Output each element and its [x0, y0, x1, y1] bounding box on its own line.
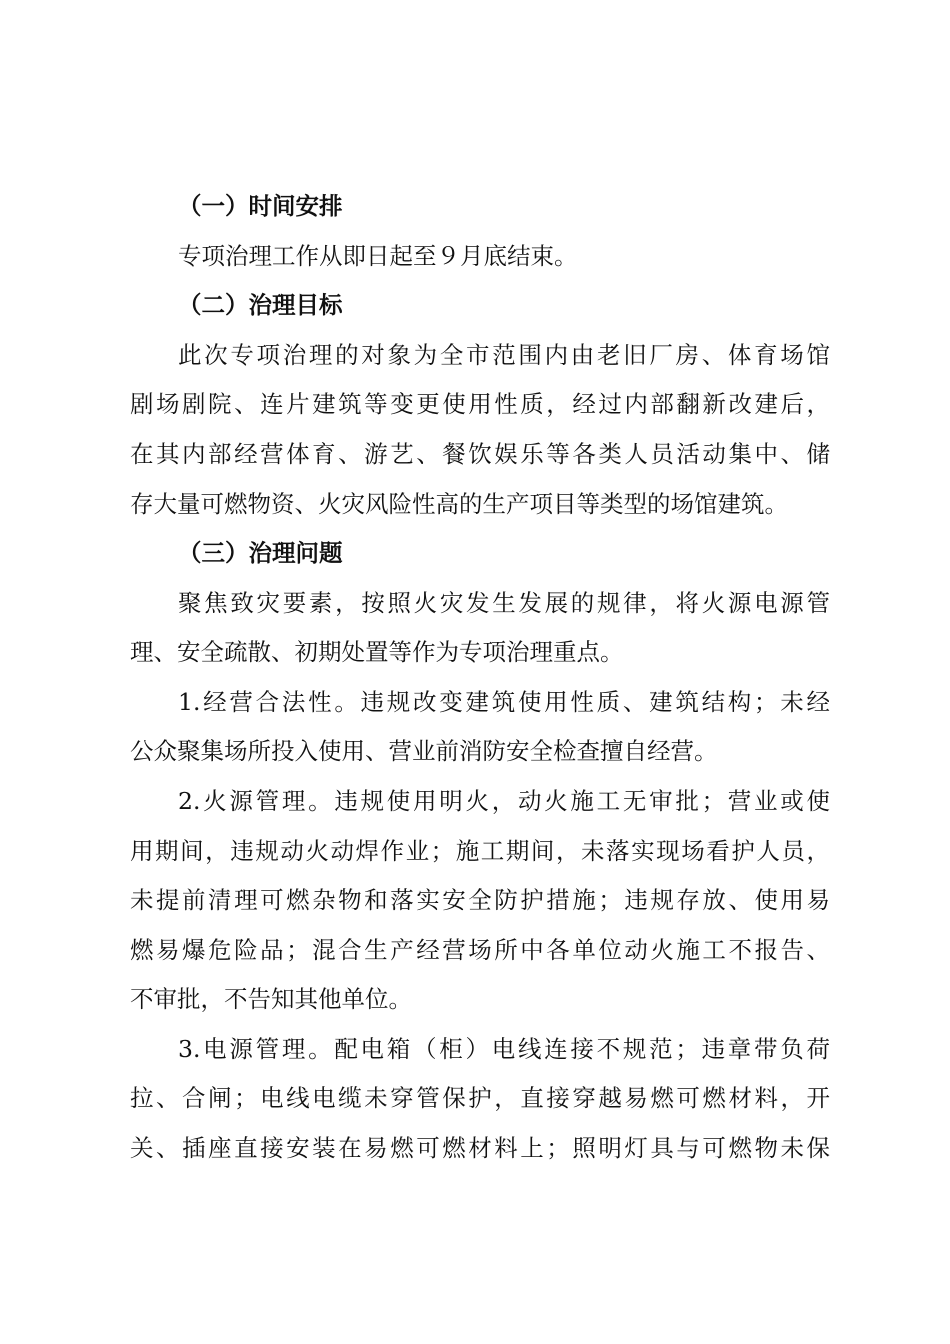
- section-heading-governance-issues: （三）治理问题: [178, 539, 343, 567]
- paragraph-line: 此次专项治理的对象为全市范围内由老旧厂房、体育场馆: [178, 341, 830, 369]
- paragraph-line: 理、安全疏散、初期处置等作为专项治理重点。: [130, 638, 624, 666]
- list-item-1-line: 1.经营合法性。违规改变建筑使用性质、建筑结构；未经: [178, 688, 830, 716]
- list-item-3-line: 3.电源管理。配电箱（柜）电线连接不规范；违章带负荷: [178, 1035, 830, 1063]
- paragraph-line: 存大量可燃物资、火灾风险性高的生产项目等类型的场馆建筑。: [130, 490, 788, 518]
- paragraph-line: 剧场剧院、连片建筑等变更使用性质，经过内部翻新改建后，: [130, 390, 830, 418]
- paragraph-line: 在其内部经营体育、游艺、餐饮娱乐等各类人员活动集中、储: [130, 440, 830, 468]
- list-item-2-line: 用期间，违规动火动焊作业；施工期间，未落实现场看护人员，: [130, 837, 830, 865]
- list-item-2-line: 燃易爆危险品；混合生产经营场所中各单位动火施工不报告、: [130, 936, 830, 964]
- section-heading-time-arrangement: （一）时间安排: [178, 192, 343, 220]
- list-item-2-line: 未提前清理可燃杂物和落实安全防护措施；违规存放、使用易: [130, 886, 830, 914]
- list-item-3-line: 关、插座直接安装在易燃可燃材料上；照明灯具与可燃物未保: [130, 1134, 830, 1162]
- list-item-2-line: 不审批，不告知其他单位。: [130, 985, 412, 1013]
- list-item-2-line: 2.火源管理。违规使用明火，动火施工无审批；营业或使: [178, 787, 830, 815]
- paragraph-line: 聚焦致灾要素，按照火灾发生发展的规律，将火源电源管: [178, 589, 830, 617]
- list-item-3-line: 拉、合闸；电线电缆未穿管保护，直接穿越易燃可燃材料，开: [130, 1084, 830, 1112]
- list-item-1-line: 公众聚集场所投入使用、营业前消防安全检查擅自经营。: [130, 737, 718, 765]
- section-heading-governance-goal: （二）治理目标: [178, 291, 343, 319]
- paragraph-line: 专项治理工作从即日起至９月底结束。: [178, 242, 578, 270]
